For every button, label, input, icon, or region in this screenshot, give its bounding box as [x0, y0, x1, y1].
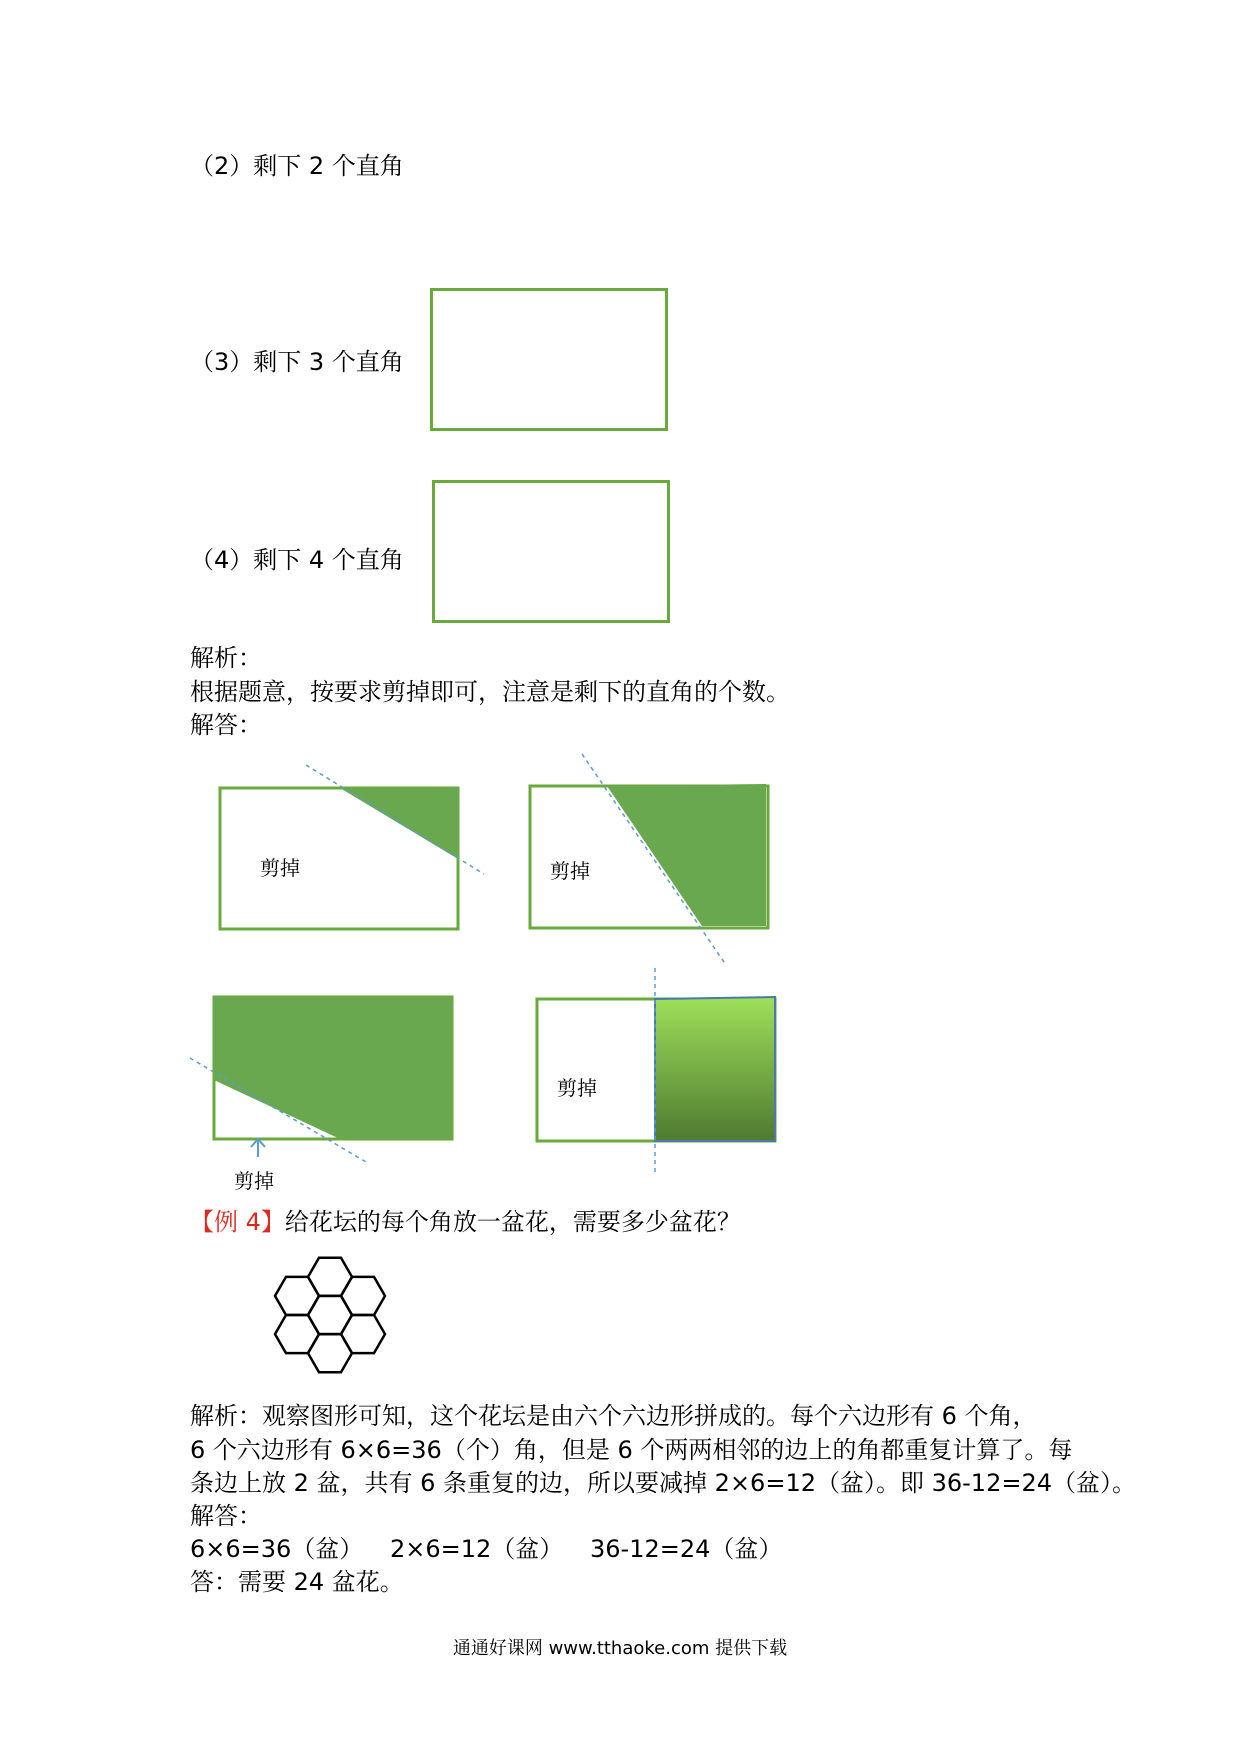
example-4-text: 给花坛的每个角放一盆花，需要多少盆花？ — [284, 1208, 741, 1236]
hexagon-4 — [341, 1277, 385, 1315]
hexagon-flower-bed — [250, 1240, 410, 1390]
cut-label-4: 剪掉 — [557, 1076, 597, 1100]
answer-label: 解答： — [190, 711, 262, 739]
example-4-tag: 【例 4】 — [190, 1208, 285, 1236]
hexagon-7 — [275, 1315, 319, 1353]
analysis2-line1: 解析：观察图形可知，这个花坛是由六个六边形拼成的。每个六边形有 6 个角， — [190, 1402, 1037, 1430]
page-footer: 通通好课网 www.tthaoke.com 提供下载 — [452, 1638, 788, 1659]
hexagon-6 — [275, 1277, 319, 1315]
answer2-label: 解答： — [190, 1502, 262, 1530]
item-2-text: （2）剩下 2 个直角 — [190, 152, 404, 180]
calc-2: 2×6=12（盆） — [390, 1535, 564, 1563]
example-4-question — [190, 1206, 741, 1238]
item-4-text: （4）剩下 4 个直角 — [190, 546, 404, 574]
calc-3: 36-12=24（盆） — [590, 1535, 783, 1563]
cut-label-3: 剪掉 — [234, 1169, 274, 1193]
hexagon-5 — [341, 1315, 385, 1353]
item-3-text: （3）剩下 3 个直角 — [190, 348, 404, 376]
analysis2-line2: 6 个六边形有 6×6=36（个）角，但是 6 个两两相邻的边上的角都重复计算了。每 — [190, 1436, 1073, 1464]
cut-label-2: 剪掉 — [550, 859, 590, 883]
cut-label-1: 剪掉 — [260, 856, 300, 880]
final-answer: 答：需要 24 盆花。 — [190, 1568, 404, 1596]
analysis-label: 解析： — [190, 644, 262, 672]
calc-1: 6×6=36（盆） — [190, 1535, 364, 1563]
analysis-text: 根据题意，按要求剪掉即可，注意是剩下的直角的个数。 — [190, 678, 790, 706]
analysis2-line3: 条边上放 2 盆，共有 6 条重复的边，所以要减掉 2×6=12（盆）。即 36-12=24（盆）。 — [190, 1469, 1136, 1497]
